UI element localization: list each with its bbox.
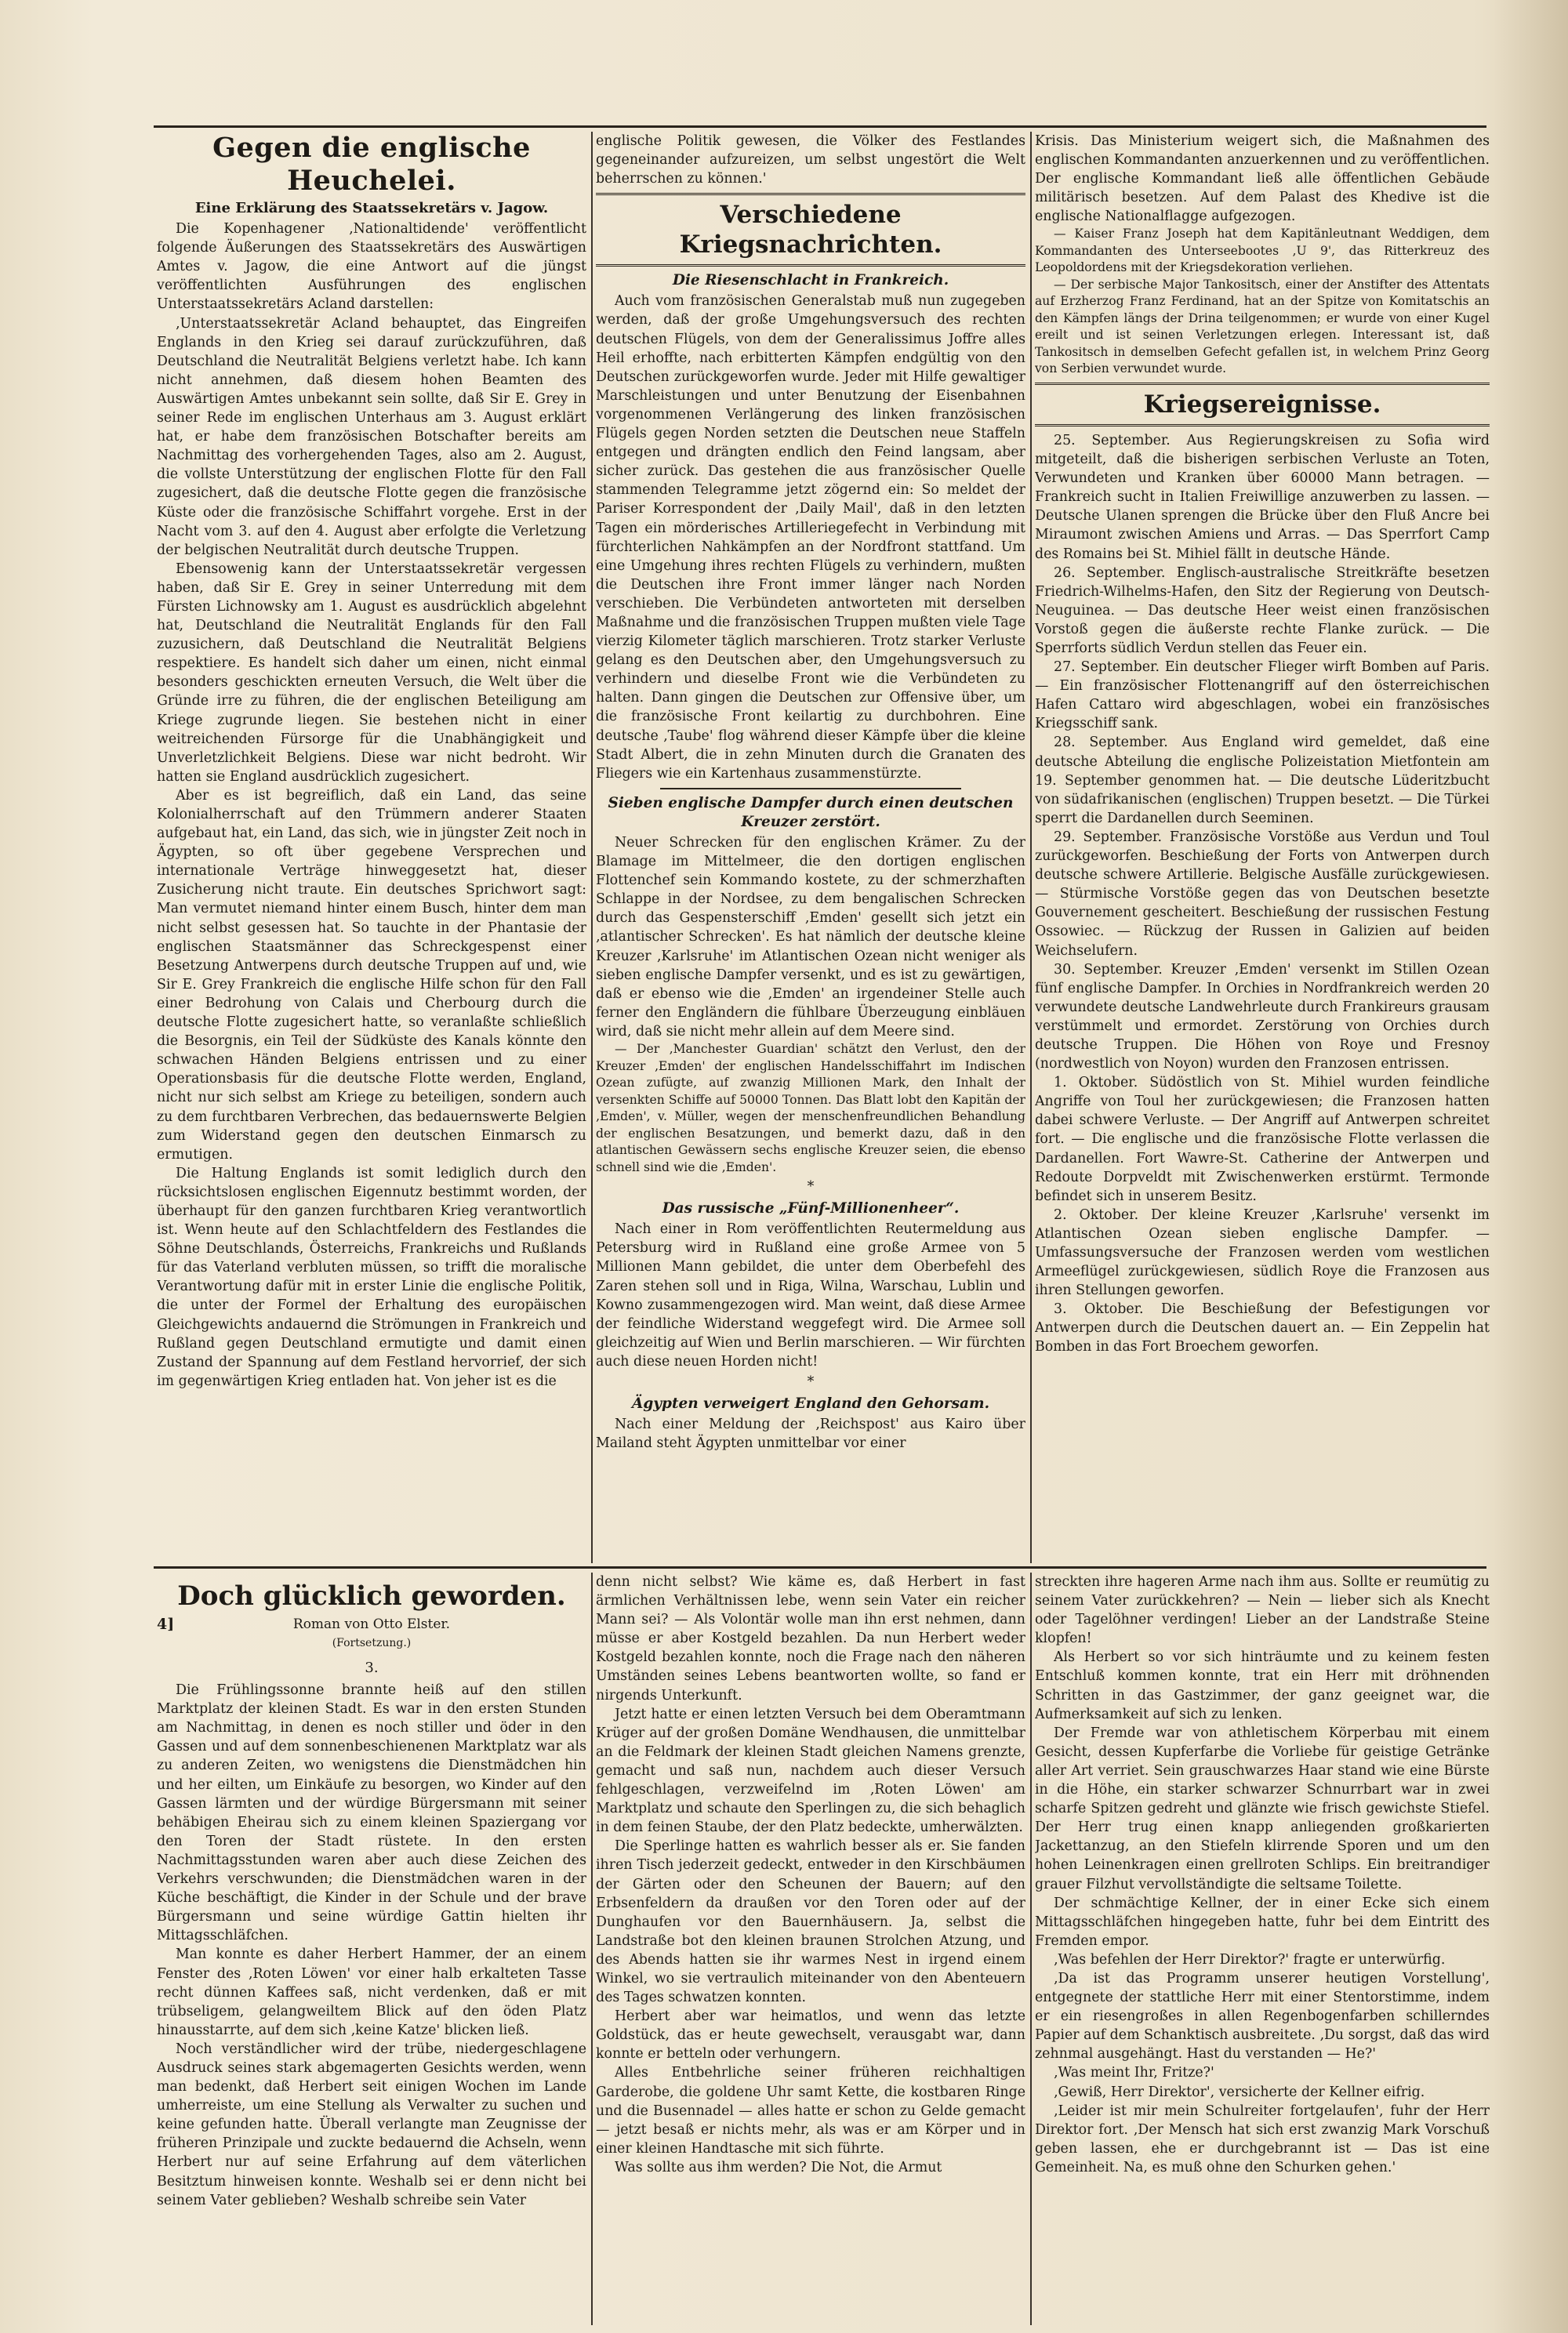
- paragraph: ‚Was meint Ihr, Fritze?': [1054, 2065, 1214, 2081]
- paragraph: Ebensowenig kann der Unterstaatssekretär vergessen haben, daß Sir E. Grey in seiner Unterredung mit dem Fürsten Lichnowsky am 1. August es ausdrücklich abgelehnt hat, Deutschland die Neutralität Englands für den Fall zuzusichern, daß Deutschland die Neutralität Belgiens respektiere. Es handelt sich daher um einen, nicht einmal besonders geschickten erneuten Versuch, die Welt über die Gründe irre zu führen, die der englischen Beteiligung am Kriege zugrunde liegen. Sie bestehen nicht in einer weitreichenden Fürsorge für die Unabhängigkeit und Unverletzlichkeit Belgiens. Diese war nicht bedroht. Wir hatten sie England ausdrücklich zugesichert.: [157, 561, 586, 785]
- paragraph: Neuer Schrecken für den englischen Krämer. Zu der Blamage im Mittelmeer, die den dortigen englischen Flottenchef sein Kommando kostete, zu der schmerzhaften Schlappe in der Nordsee, zu dem bengalischen Schrecken durch das Gespensterschiff ‚Emden' gesellt sich jetzt ein ‚atlantischer Schrecken'. Es hat nämlich der deutsche kleine Kreuzer ‚Karlsruhe' im Atlantischen Ozean nicht weniger als sieben englische Dampfer versenkt, und es ist zu gewärtigen, daß er ebenso wie die ‚Emden' an irgendeiner Stelle auch ferner den Engländern die fühlbare Überzeugung einbläuen wird, daß sie nicht mehr allein auf dem Meere sind.: [596, 835, 1025, 1040]
- headline: Kriegsereignisse.: [1143, 390, 1381, 419]
- column-rule: [1030, 1573, 1032, 2325]
- novel-title: Doch glücklich geworden.: [177, 1580, 566, 1612]
- paragraph: ‚Unterstaatssekretär Acland behauptet, das Eingreifen Englands in den Krieg sei darauf zurückzuführen, daß Deutschland die Neutralität Belgiens verletzt habe. Ich kann nicht annehmen, daß diesem hohen Beamten des Auswärtigen Amtes unbekannt sein sollte, daß Sir E. Grey in seiner Rede im englischen Unterhaus am 3. August erklärt hat, er habe dem französischen Botschafter bereits am Nachmittag des vorhergehenden Tages, also am 2. August, die vollste Unterstützung der englischen Flotte für den Fall zugesichert, daß die deutsche Flotte gegen die französische Küste oder die französische Schiffahrt vorgehe. Erst in der Nacht vom 3. auf den 4. August aber erfolgte die Verletzung der belgischen Neutralität durch deutsche Truppen.: [157, 315, 586, 558]
- continuation-paragraph: Krisis. Das Ministerium weigert sich, die Maßnahmen des englischen Kommandanten anzuerkennen und zu veröffentlichen. Der englische Kommandant ließ alle öffentlichen Gebäude militärisch besetzen. Auf dem Palast des Khedive ist die englische Nationalflagge aufgezogen.: [1035, 133, 1490, 225]
- continued-note: (Fortsetzung.): [332, 1637, 412, 1650]
- column-rule: [591, 132, 593, 1563]
- section-headline-box: [1035, 383, 1490, 426]
- column-rule: [1030, 132, 1032, 1563]
- paragraph: ‚Leider ist mir mein Schulreiter fortgelaufen', fuhr der Herr Direktor fort. ‚Der Mensch hat sich erst zwanzig Mark Vorschuß geben lassen, ehe er durchgebrannt ist — Das ist eine Gemeinheit. Na, es muß ohne den Schurken gehen.': [1035, 2103, 1490, 2175]
- paragraph: Aber es ist begreiflich, daß ein Land, das seine Kolonialherrschaft auf den Trümmern anderer Staaten aufgebaut hat, ein Land, das sich, wie in jüngster Zeit noch in Ägypten, so oft über gegebene Versprechen und internationale Verträge hinweggesetzt hat, dieser Zusicherung nicht traute. Ein deutsches Sprichwort sagt: Man vermutet niemand hinter einem Busch, hinter dem man nicht selbst gesessen hat. So tauchte in der Phantasie der englischen Staatsmänner das Schreckgespenst einer Besetzung Antwerpens durch deutsche Truppen auf und, wie Sir E. Grey Frankreich die englische Hilfe schon für den Fall einer Bedrohung von Calais und Cherbourg durch die deutsche Flotte zugesichert hatte, so veranlaßte schließlich die Besorgnis, ein Teil der Südküste des Kanals könnte den schwachen Händen Belgiens entrissen und zu einer Operationsbasis für die deutsche Flotte werden, England, nicht nur sich selbst am Kriege zu beteiligen, sondern auch zu dem furchtbaren Verbrechen, das bedauernswerte Belgien zum Widerstand gegen den deutschen Einmarsch zu ermutigen.: [157, 787, 586, 1163]
- section-headline-box: [596, 193, 1025, 267]
- novel-meta: [157, 1615, 586, 1656]
- paragraph: ‚Gewiß, Herr Direktor', versicherte der Kellner eifrig.: [1054, 2084, 1425, 2100]
- feuilleton-novel-continued: [1035, 1573, 1490, 2325]
- paragraph: Der Fremde war von athletischem Körperbau mit einem Gesicht, dessen Kupferfarbe die Vorliebe für geistige Getränke aller Art verriet. Sein grauschwarzes Haar stand wie eine Bürste in die Höhe, ein starker schwarzer Schnurrbart war in zwei scharfe Spitzen gedreht und glänzte wie frisch gewichste Stiefel. Der Herr trug einen knapp anliegenden großkarierten Jackettanzug, an den Stiefeln klirrende Sporen und um den hohen Leinenkragen einen grellroten Schlips. Ein breitrandiger grauer Filzhut vervollständigte die seltsame Toilette.: [1035, 1725, 1490, 1892]
- feuilleton-novel-continued: [596, 1573, 1025, 2325]
- continuation-paragraph: englische Politik gewesen, die Völker des Festlandes gegeneinander aufzureizen, um selbst ungestört die Welt beherrschen zu können.': [596, 133, 1025, 187]
- paragraph: ‚Was befehlen der Herr Direktor?' fragte er unterwürfig.: [1054, 1951, 1446, 1968]
- paragraph: Auch vom französischen Generalstab muß nun zugegeben werden, daß der große Umgehungsversuch des rechten deutschen Flügels, von dem der Generalissimus Joffre alles Heil erhoffte, nach erbitterten Kämpfen endgültig von den Deutschen zurückgeworfen wurde. Jeder mit Hilfe gewaltiger Marschleistungen und unter Benutzung der Eisenbahnen vorgenommenen Verlängerung des linken französischen Flügels gegen Norden setzten die Deutschen neue Staffeln entgegen und drängten endlich den Feind langsam, aber sicher zurück. Das gestehen die aus französischer Quelle stammenden Telegramme jetzt zögernd ein: So meldet der Pariser Korrespondent der ‚Daily Mail', daß in den letzten Tagen ein mörderisches Artilleriegefecht in Verbindung mit fürchterlichen Nahkämpfen an der Nordfront stattfand. Um eine Umgehung ihres rechten Flügels zu verhindern, mußten die Deutschen ihre Front immer länger nach Norden verschieben. Die Verbündeten antworteten mit derselben Maßnahme und die französischen Truppen mußten viele Tage vierzig Kilometer täglich marschieren. Trotz starker Verluste gelang es den Deutschen aber, den Umgehungsversuch zu verhindern und dieselbe Front wie die Verbündeten zu halten. Dann gingen die Deutschen zur Offensive über, um die französische Front keilartig zu durchbohren. Eine deutsche ‚Taube' flog während dieser Kämpfe über die kleine Stadt Albert, die in zehn Minuten durch die Granaten des Fliegers wie ein Kartenhaus zusammenstürzte.: [596, 293, 1025, 782]
- paragraph: Die Haltung Englands ist somit lediglich durch den rücksichtslosen englischen Eigennutz bestimmt worden, der überhaupt für den ganzen furchtbaren Krieg verantwortlich ist. Wenn heute auf den Schlachtfeldern des Festlandes die Söhne Deutschlands, Österreichs, Frankreichs und Rußlands für das Vaterland verbluten müssen, so trifft die moralische Verantwortung dafür mit in erster Linie die englische Politik, die unter der Formel der Erhaltung des europäischen Gleichgewichts andauernd die Strömungen in Frankreich und Rußland gegen Deutschland ermutigte und damit einen Zustand der Spannung auf dem Festland hervorrief, der sich im gegenwärtigen Krieg entladen hat. Von jeher ist es die: [157, 1165, 586, 1389]
- paragraph: streckten ihre hageren Arme nach ihm aus. Sollte er reumütig zu seinem Vater zurückkehren? — Nein — lieber sich als Knecht oder Tagelöhner verdingen! Lieber an der Landstraße Steine klopfen!: [1035, 1574, 1490, 1647]
- paragraph: Man konnte es daher Herbert Hammer, der an einem Fenster des ‚Roten Löwen' vor einer halb erkalteten Tasse recht dünnen Kaffees saß, nicht verdenken, daß er mit trübseligem, gelangweiltem Blick auf den öden Platz hinausstarrte, auf dem sich ‚keine Katze' blicken ließ.: [157, 1947, 586, 2038]
- section-title: Die Riesenschlacht in Frankreich.: [672, 272, 949, 289]
- note: — Der ‚Manchester Guardian' schätzt den Verlust, den der Kreuzer ‚Emden' der englischen Handelsschiffahrt im Indischen Ozean zufügte, auf zwanzig Millionen Mark, den Inhalt der versenkten Schiffe auf 50000 Tonnen. Das Blatt lobt den Kapitän der ‚Emden', v. Müller, wegen der menschenfreundlichen Behandlung der englischen Besatzungen, und bemerkt dazu, daß in den atlantischen Gewässern sechs englische Kreuzer seien, die ebenso schnell sind wie die ‚Emden'.: [596, 1042, 1025, 1174]
- star-separator: *: [807, 1179, 815, 1196]
- paragraph: denn nicht selbst? Wie käme es, daß Herbert in fast ärmlichen Verhältnissen lebe, wenn sein Vater ein reicher Mann sei? — Als Volontär wolle man ihn erst nehmen, dann müsse er aber Kostgeld bezahlen. Da nun Herbert weder Kostgeld bezahlen konnte, noch die Frage nach den näheren Umständen seines Lebens beantworten wollte, so fand er nirgends Unterkunft.: [596, 1574, 1025, 1703]
- feuilleton-novel: [157, 1573, 586, 2325]
- paragraph: Als Herbert so vor sich hinträumte und zu keinem festen Entschluß kommen konnte, trat ein Herr mit dröhnenden Schritten in das Gastzimmer, der ganz geeignet war, die Aufmerksamkeit auf sich zu lenken.: [1035, 1649, 1490, 1722]
- paragraph: Was sollte aus ihm werden? Die Not, die Armut: [615, 2159, 942, 2175]
- top-rule: [154, 125, 1486, 128]
- section-title: Das russische „Fünf-Millionenheer“.: [662, 1200, 960, 1217]
- divider: [660, 788, 961, 789]
- paragraph: Nach einer in Rom veröffentlichten Reutermeldung aus Petersburg wird in Rußland eine große Armee von 5 Millionen Mann gebildet, die unter dem Oberbefehl des Zaren stehen soll und in Riga, Wilna, Warschau, Lublin und Kowno zusammengezogen wird. Man weint, daß diese Armee der feindliche Widerstand weggefegt wird. Die Armee soll gleichzeitig auf Wien und Berlin marschieren. — Wir fürchten auch diese neuen Horden nicht!: [596, 1221, 1025, 1370]
- installment-number: 4]: [157, 1616, 175, 1633]
- headline: Gegen die englische Heuchelei.: [212, 132, 531, 197]
- chronicle-entry: 3. Oktober. Die Beschießung der Befestigungen vor Antwerpen durch die Deutschen dauert an. — Ein Zeppelin hat Bomben in das Fort Broechem geworfen.: [1035, 1301, 1490, 1355]
- subheadline: Eine Erklärung des Staatssekretärs v. Jagow.: [194, 200, 549, 216]
- headline: Verschiedene Kriegsnachrichten.: [679, 201, 942, 259]
- chronicle-entry: 1. Oktober. Südöstlich von St. Mihiel wurden feindliche Angriffe von Toul her zurückgewiesen; die Franzosen hatten dabei schwere Verluste. — Der Angriff auf Antwerpen schreitet fort. — Die englische und die französische Flotte verlassen die Dardanellen. Fort Wawre-St. Catherine der Antwerpen und Redoute Dorpveldt mit Zwischenwerken erstürmt. Termonde befindet sich in unserem Besitz.: [1035, 1075, 1490, 1204]
- paragraph: Jetzt hatte er einen letzten Versuch bei dem Oberamtmann Krüger auf der großen Domäne Wendhausen, die unmittelbar an die Feldmark der kleinen Stadt gleichen Namens grenzte, gemacht und saß nun, nachdem auch dieser Versuch fehlgeschlagen, verzweifelnd im ‚Roten Löwen' am Marktplatz und schaute den Sperlingen zu, die sich behaglich in dem feinen Staube, der den Platz bedeckte, umherwälzten.: [596, 1706, 1025, 1836]
- paragraph: Der schmächtige Kellner, der in einer Ecke sich einem Mittagsschläfchen hingegeben hatte, fuhr bei dem Eintritt des Fremden empor.: [1035, 1895, 1490, 1949]
- chronicle-entry: 26. September. Englisch-australische Streitkräfte besetzen Friedrich-Wilhelms-Hafen, den Sitz der Regierung von Deutsch-Neuguinea. — Das deutsche Heer weist einen französischen Vorstoß gegen die äußerste rechte Flanke zurück. — Die Sperrforts südlich Verdun stellen das Feuer ein.: [1035, 564, 1490, 656]
- paragraph: Die Sperlinge hatten es wahrlich besser als er. Sie fanden ihren Tisch jederzeit gedeckt, entweder in den Kirschbäumen der Gärten oder den Scheunen der Bauern; auf den Erbsenfeldern da draußen vor den Toren oder auf der Dunghaufen vor den Bauernhäusern. Ja, selbst die Landstraße bot den kleinen braunen Strolchen Atzung, und des Abends hatten sie ihr warmes Nest in irgend einem Winkel, wo sie vertraulich miteinander von den Abenteuern des Tages schwatzen konnten.: [596, 1838, 1025, 2006]
- chronicle-entry: 29. September. Französische Vorstöße aus Verdun und Toul zurückgeworfen. Beschießung der Forts von Antwerpen durch deutsche schwere Artillerie. Belgische Ausfälle zurückgewiesen. — Stürmische Vorstöße gegen das von Deutschen besetzte Gouvernement gescheitert. Beschießung der russischen Festung Ossowiec. — Rückzug der Russen in Galizien auf beiden Weichselufern.: [1035, 829, 1490, 959]
- chronicle-entry: 30. September. Kreuzer ‚Emden' versenkt im Stillen Ozean fünf englische Dampfer. In Orchies in Nordfrankreich werden 20 verwundete deutsche Landwehrleute durch Frankireurs grausam verstümmelt und ermordet. Zerstörung von Orchies durch deutsche Truppen. Die Höhen von Roye und Fresnoy (nordwestlich von Noyon) wurden den Franzosen entrissen.: [1035, 961, 1490, 1072]
- star-separator: *: [807, 1373, 815, 1390]
- paragraph: Die Frühlingssonne brannte heiß auf den stillen Marktplatz der kleinen Stadt. Es war in den ersten Stunden am Nachmittag, in denen es noch stiller und öder in den Gassen und auf dem sonnenbeschienenen Marktplatz war als zu anderen Zeiten, wo wenigstens die Dienstmädchen hin und her eilten, um Einkäufe zu besorgen, wo Kinder auf den Gassen lärmten und der würdige Bürgersmann mit seiner behäbigen Eheirau sich zu einem kleinen Spaziergang vor den Toren der Stadt rüstete. In den ersten Nachmittagsstunden waren aber auch diese Zeichen des Verkehrs verschwunden; die Dienstmädchen waren in der Küche beschäftigt, die Kinder in der Schule und der brave Bürgersmann und seine würdige Gattin hielten ihr Mittagsschläfchen.: [157, 1682, 586, 1944]
- note: — Der serbische Major Tankositsch, einer der Anstifter des Attentats auf Erzherzog Franz Ferdinand, hat an der Spitze von Komitatschis an den Kämpfen längs der Drina teilgenommen; er wurde von einer Kugel ereilt und ist seinen Verletzungen erlegen. Interessant ist, daß Tankositsch in demselben Gefecht gefallen ist, in welchem Prinz Georg von Serbien verwundet wurde.: [1035, 277, 1490, 376]
- section-title: Ägypten verweigert England den Gehorsam.: [631, 1395, 990, 1413]
- feuilleton-rule: [154, 1566, 1486, 1569]
- novel-author: Roman von Otto Elster.: [292, 1616, 451, 1632]
- note: — Kaiser Franz Joseph hat dem Kapitänleutnant Weddigen, dem Kommandanten des Unterseebootes ‚U 9', das Ritterkreuz des Leopoldordens mit der Kriegsdekoration verliehen.: [1035, 227, 1490, 275]
- chronicle-entry: 27. September. Ein deutscher Flieger wirft Bomben auf Paris. — Ein französischer Flottenangriff auf den österreichischen Hafen Cattaro wird abgeschlagen, wobei ein französisches Kriegsschiff sank.: [1035, 659, 1490, 732]
- article-war-news: [596, 132, 1025, 1562]
- paragraph: Herbert aber war heimatlos, und wenn das letzte Goldstück, das er heute gewechselt, verausgabt war, dann konnte er betteln oder verhungern.: [596, 2008, 1025, 2063]
- chronicle-entry: 28. September. Aus England wird gemeldet, daß eine deutsche Abteilung die englische Polizeistation Mietfontein am 19. September genommen hat. — Die deutsche Lüderitzbucht von südafrikanischen (englischen) Truppen besetzt. — Die Türkei sperrt die Dardanellen durch Seeminen.: [1035, 735, 1490, 826]
- paragraph: Die Kopenhagener ‚Nationaltidende' veröffentlicht folgende Äußerungen des Staatssekretärs des Auswärtigen Amtes v. Jagow, die eine Antwort auf die jüngst veröffentlichten Ausführungen des englischen Unterstaatssekretärs Acland darstellen:: [157, 221, 586, 313]
- paragraph: ‚Da ist das Programm unserer heutigen Vorstellung', entgegnete der stattliche Herr mit einer Stentorstimme, indem er ein riesengroßes in allen Regenbogenfarben schillerndes Papier auf dem Schanktisch ausbreitete. ‚Du sorgst, daß das wird zehnmal ausgehängt. Hast du verstanden — He?': [1035, 1970, 1490, 2063]
- page-edge-shadow: [1493, 0, 1568, 2333]
- section-title: Sieben englische Dampfer durch einen deutschen Kreuzer zerstört.: [608, 794, 1014, 830]
- column-rule: [591, 1573, 593, 2325]
- paragraph: Nach einer Meldung der ‚Reichspost' aus Kairo über Mailand steht Ägypten unmittelbar vor einer: [596, 1417, 1025, 1452]
- article-war-events: [1035, 132, 1490, 1562]
- chapter-number: 3.: [365, 1660, 379, 1676]
- chronicle-entry: 2. Oktober. Der kleine Kreuzer ‚Karlsruhe' versenkt im Atlantischen Ozean sieben englische Dampfer. — Umfassungsversuche der Franzosen werden vom westlichen Armeeflügel zurückgewiesen, südlich Roye die Franzosen aus ihren Stellungen geworfen.: [1035, 1206, 1490, 1299]
- chronicle-entry: 25. September. Aus Regierungskreisen zu Sofia wird mitgeteilt, daß die bisherigen serbischen Verluste an Toten, Verwundeten und Kranken über 60000 Mann betragen. — Frankreich sucht in Italien Freiwillige anzuwerben zu lassen. — Deutsche Ulanen sprengen die Brücke über den Fluß Ancre bei Miraumont zwischen Amiens und Arras. — Das Sperrfort Camp des Romains bei St. Mihiel fällt in deutsche Hände.: [1035, 432, 1490, 562]
- paragraph: Alles Entbehrliche seiner früheren reichhaltigen Garderobe, die goldene Uhr samt Kette, die kostbaren Ringe und die Busennadel — alles hatte er schon zu Gelde gemacht — jetzt besaß er nichts mehr, als was er am Körper und in einer kleinen Handtasche mit sich führte.: [596, 2065, 1025, 2157]
- article-english-hypocrisy: [157, 132, 586, 1562]
- paragraph: Noch verständlicher wird der trübe, niedergeschlagene Ausdruck seines stark abgemagerten Gesichts werden, wenn man bedenkt, daß Herbert seit einigen Wochen im Lande umherreiste, um eine Stellung als Verwalter zu suchen und keine gefunden hatte. Überall verlangte man Zeugnisse der früheren Prinzipale und zuckte bedauernd die Achseln, wenn Herbert nur auf seine Erfahrung auf dem väterlichen Besitztum hinweisen konnte. Weshalb sei er denn nicht bei seinem Vater geblieben? Weshalb schreibe sein Vater: [157, 2041, 586, 2208]
